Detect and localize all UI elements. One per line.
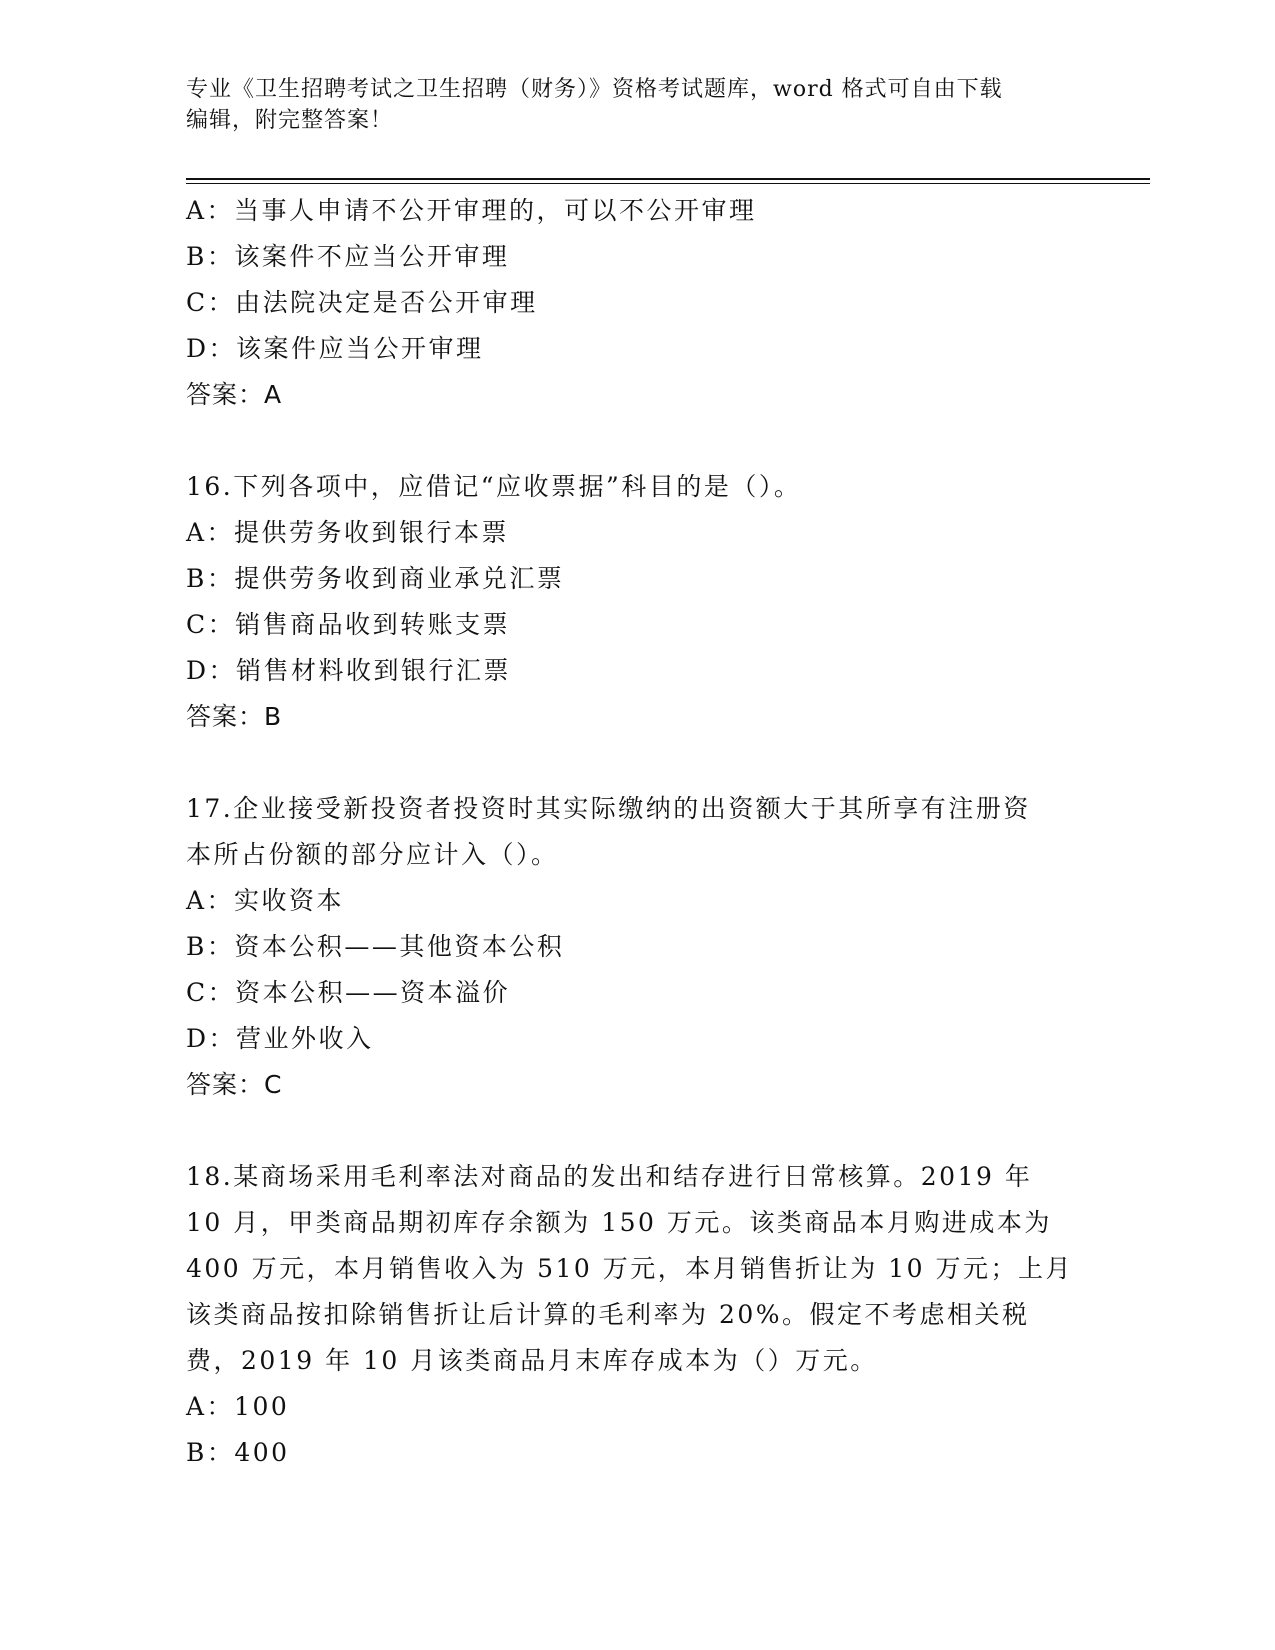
option-b: B：400 [186,1438,290,1467]
header-line-2: 编辑，附完整答案！ [186,108,394,133]
document-header [186,74,1066,136]
header-line-1: 专业《卫生招聘考试之卫生招聘（财务）》资格考试题库，word 格式可自由下载 [186,77,1003,102]
option-c: C：资本公积——资本溢价 [186,978,511,1007]
header-divider-thin [186,183,1150,184]
question-stem: 16.下列各项中，应借记“应收票据”科目的是（）。 [186,472,802,501]
question-15 [186,188,1076,418]
option-d: D：该案件应当公开审理 [186,334,484,363]
question-18 [186,1154,1076,1476]
spacer [186,418,1076,464]
header-divider-thick [186,178,1150,180]
question-list [186,188,1076,1476]
question-stem-line-3: 400 万元，本月销售收入为 510 万元，本月销售折让为 10 万元；上月 [186,1254,1073,1283]
option-b: B：资本公积——其他资本公积 [186,932,565,961]
answer-line: 答案：A [186,380,283,409]
question-16 [186,464,1076,740]
question-17 [186,786,1076,1108]
question-stem-line-1: 18.某商场采用毛利率法对商品的发出和结存进行日常核算。2019 年 [186,1162,1033,1191]
option-b: B：该案件不应当公开审理 [186,242,510,271]
answer-line: 答案：C [186,1070,283,1099]
option-d: D：销售材料收到银行汇票 [186,656,512,685]
question-stem-line-1: 17.企业接受新投资者投资时其实际缴纳的出资额大于其所享有注册资 [186,794,1031,823]
option-c: C：由法院决定是否公开审理 [186,288,538,317]
option-a: A：当事人申请不公开审理的，可以不公开审理 [186,196,757,225]
option-d: D：营业外收入 [186,1024,374,1053]
option-a: A：实收资本 [186,886,345,915]
option-a: A：提供劳务收到银行本票 [186,518,510,547]
option-c: C：销售商品收到转账支票 [186,610,511,639]
question-stem-line-5: 费，2019 年 10 月该类商品月末库存成本为（）万元。 [186,1346,878,1375]
question-stem-line-2: 10 月，甲类商品期初库存余额为 150 万元。该类商品本月购进成本为 [186,1208,1052,1237]
option-a: A：100 [186,1392,290,1421]
question-stem-line-2: 本所占份额的部分应计入（）。 [186,840,559,869]
spacer [186,740,1076,786]
spacer [186,1108,1076,1154]
option-b: B：提供劳务收到商业承兑汇票 [186,564,565,593]
answer-line: 答案：B [186,702,283,731]
question-stem-line-4: 该类商品按扣除销售折让后计算的毛利率为 20%。假定不考虑相关税 [186,1300,1030,1329]
